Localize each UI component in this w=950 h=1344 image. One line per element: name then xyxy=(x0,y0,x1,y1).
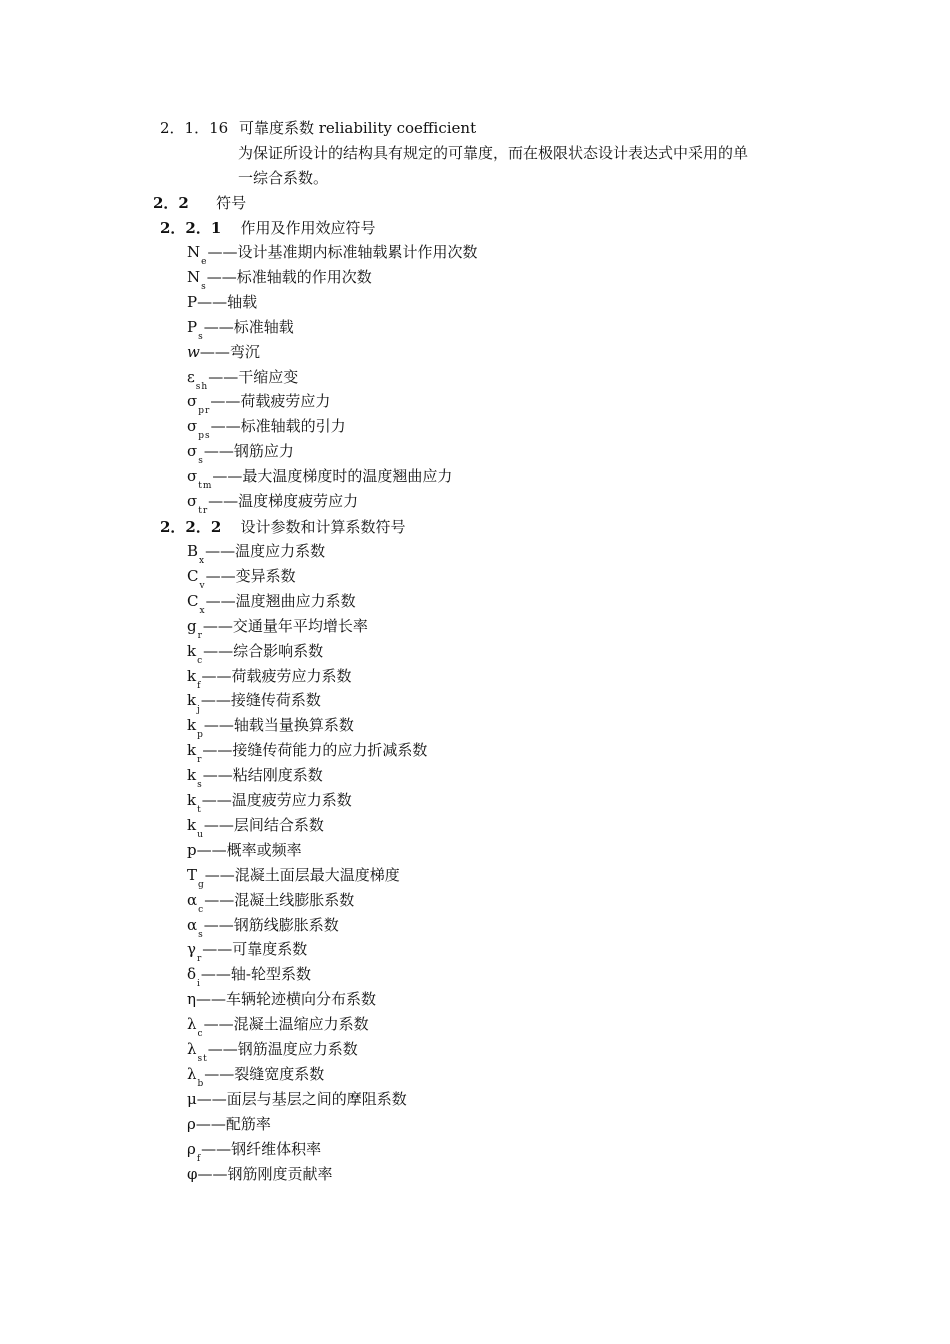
symbol xyxy=(187,890,204,913)
symbol-entry xyxy=(187,566,296,589)
symbol-main: k xyxy=(187,766,197,785)
subsection-title: 作用及作用效应符号 xyxy=(240,219,376,237)
symbol-entry xyxy=(187,865,400,888)
symbol-entry xyxy=(187,616,368,639)
section-2-2-heading xyxy=(153,193,246,213)
symbol-entry xyxy=(187,715,354,741)
symbol-subscript: s xyxy=(201,281,207,292)
symbol-subscript: s xyxy=(197,780,203,791)
symbol-main: k xyxy=(187,666,197,685)
symbol xyxy=(187,1114,196,1134)
symbol xyxy=(187,1064,204,1087)
symbol-entry xyxy=(187,242,477,265)
symbol-entry xyxy=(187,1014,369,1040)
symbol-entry xyxy=(187,989,376,1009)
symbol-main: σ xyxy=(187,442,198,461)
symbol-description: ——设计基准期内标准轴载累计作用次数 xyxy=(207,243,478,261)
symbol xyxy=(187,441,204,467)
symbol-subscript: j xyxy=(197,705,201,716)
symbol-description: ——接缝传荷系数 xyxy=(200,691,321,710)
symbol xyxy=(187,740,203,766)
symbol xyxy=(187,391,211,417)
symbol-main: σ xyxy=(187,492,198,510)
symbol-main: C xyxy=(187,566,199,585)
symbol-description: ——粘结刚度系数 xyxy=(202,766,323,785)
subsection-number: 2．2．1 xyxy=(160,219,222,237)
symbol-description: ——钢筋温度应力系数 xyxy=(207,1040,358,1058)
symbol-subscript: f xyxy=(197,680,202,691)
symbol-description: ——可靠度系数 xyxy=(202,940,308,959)
symbol xyxy=(187,815,204,838)
symbol-entry xyxy=(187,391,331,417)
symbol-main: N xyxy=(187,267,201,286)
symbol-description: ——轴-轮型系数 xyxy=(200,965,311,984)
symbol-subscript: x xyxy=(199,605,206,616)
symbol-entry xyxy=(187,915,339,938)
symbol-description: ——标准轴载的引力 xyxy=(210,417,346,436)
symbol xyxy=(187,641,203,664)
symbol-entry xyxy=(187,840,302,860)
symbol-description: ——钢筋应力 xyxy=(203,442,294,461)
symbol-entry xyxy=(187,815,324,838)
symbol-entry xyxy=(187,342,260,362)
symbol-subscript: tm xyxy=(198,481,213,492)
symbol xyxy=(187,566,206,589)
symbol xyxy=(187,765,203,791)
symbol-description: ——荷载疲劳应力系数 xyxy=(201,666,352,685)
symbol-main: k xyxy=(187,791,197,809)
symbol-entry xyxy=(187,1089,407,1109)
symbol-entry xyxy=(187,740,428,766)
symbol-subscript: c xyxy=(198,904,205,915)
clause-2-1-16-body-line2: 一综合系数。 xyxy=(238,169,329,187)
symbol-description: ——交通量年平均增长率 xyxy=(202,616,368,635)
symbol xyxy=(187,242,207,265)
symbol-entry xyxy=(187,1114,271,1134)
symbol-main: γ xyxy=(187,940,196,959)
symbol xyxy=(187,1164,198,1184)
symbol-description: ——车辆轮迹横向分布系数 xyxy=(196,990,377,1009)
symbol-main: λ xyxy=(187,1040,197,1058)
clause-number: 2．1．16 xyxy=(160,119,229,137)
symbol-description: ——最大温度梯度时的温度翘曲应力 xyxy=(212,467,453,486)
symbol-entry xyxy=(187,541,325,564)
symbol-main: α xyxy=(187,915,198,934)
section-number: 2．2 xyxy=(153,194,189,212)
symbol-description: ——温度应力系数 xyxy=(205,542,326,560)
symbol-entry xyxy=(187,1139,321,1162)
symbol-description: ——温度梯度疲劳应力 xyxy=(208,492,359,510)
symbol-entry xyxy=(187,416,346,442)
symbol-description: ——概率或频率 xyxy=(196,840,302,859)
symbol-subscript: e xyxy=(201,257,208,267)
symbol-description: ——综合影响系数 xyxy=(203,641,324,660)
symbol-subscript: t xyxy=(197,805,202,815)
symbol-entry xyxy=(187,317,294,340)
symbol xyxy=(187,690,201,716)
clause-2-1-16-heading xyxy=(160,118,476,138)
symbol-main: B xyxy=(187,542,199,560)
symbol-main: ρ xyxy=(187,1139,196,1158)
symbol-main: λ xyxy=(187,1064,197,1083)
symbol xyxy=(187,416,211,442)
symbol-description: ——弯沉 xyxy=(199,342,260,361)
symbol-description: ——混凝土温缩应力系数 xyxy=(203,1015,369,1034)
symbol-main: λ xyxy=(187,1015,197,1034)
symbol-entry xyxy=(187,267,372,290)
symbol xyxy=(187,989,196,1009)
symbol-description: ——钢筋线膨胀系数 xyxy=(203,915,339,934)
symbol xyxy=(187,541,205,564)
symbol xyxy=(187,466,213,492)
symbol-main: k xyxy=(187,691,197,710)
symbol xyxy=(187,1014,204,1040)
symbol-main: p xyxy=(187,840,197,859)
symbol-main: η xyxy=(187,990,196,1009)
symbol-subscript: ps xyxy=(198,431,211,442)
symbol-entry xyxy=(187,765,323,791)
symbol xyxy=(187,1039,208,1062)
symbol-entry xyxy=(187,1064,324,1087)
symbol-entry xyxy=(187,1164,333,1184)
symbol-description: ——钢筋刚度贡献率 xyxy=(197,1164,333,1183)
symbol-subscript: i xyxy=(197,979,201,990)
symbol-description: ——层间结合系数 xyxy=(203,815,324,834)
symbol-main: k xyxy=(187,815,197,834)
symbol-description: ——混凝土线膨胀系数 xyxy=(204,890,355,909)
symbol-main: φ xyxy=(187,1164,198,1183)
symbol xyxy=(187,342,200,362)
subsection-2-2-1-heading xyxy=(160,218,376,238)
symbol-entry xyxy=(187,964,311,990)
symbol xyxy=(187,317,204,340)
symbol-subscript: f xyxy=(196,1153,202,1164)
symbol-description: ——接缝传荷能力的应力折减系数 xyxy=(202,741,428,760)
symbol-description: ——轴载当量换算系数 xyxy=(203,716,354,735)
symbol-main: w xyxy=(187,342,200,361)
symbol-subscript: st xyxy=(197,1054,208,1064)
symbol xyxy=(187,964,201,990)
symbol-description: ——裂缝宽度系数 xyxy=(204,1064,325,1083)
symbol-description: ——标准轴载的作用次数 xyxy=(206,267,372,286)
symbol-entry xyxy=(187,641,323,664)
symbol-entry xyxy=(187,367,298,390)
symbol-description: ——钢纤维体积率 xyxy=(201,1139,322,1158)
symbol xyxy=(187,1139,201,1162)
symbol-description: ——混凝土面层最大温度梯度 xyxy=(204,865,400,884)
symbol-subscript: x xyxy=(199,556,206,566)
symbol-main: σ xyxy=(187,392,198,411)
symbol-entry xyxy=(187,292,257,312)
symbol-entry xyxy=(187,491,358,514)
subsection-number: 2．2．2 xyxy=(160,518,222,536)
symbol-entry xyxy=(187,441,294,467)
symbol-subscript: s xyxy=(198,456,204,467)
symbol-subscript: u xyxy=(197,829,204,840)
symbol-subscript: r xyxy=(197,630,203,641)
symbol-description: ——温度翘曲应力系数 xyxy=(205,591,356,610)
symbol-main: α xyxy=(187,890,198,909)
symbol xyxy=(187,616,203,639)
symbol-main: μ xyxy=(187,1089,197,1108)
symbol-entry xyxy=(187,939,308,965)
symbol-description: ——变异系数 xyxy=(205,566,296,585)
symbol xyxy=(187,267,207,290)
symbol-main: k xyxy=(187,741,197,760)
symbol-subscript: r xyxy=(196,954,203,965)
section-title: 符号 xyxy=(216,194,247,212)
symbol-main: P xyxy=(187,292,198,311)
subsection-2-2-2-heading xyxy=(160,517,406,537)
symbol-entry xyxy=(187,890,354,913)
symbol-main: g xyxy=(187,616,197,635)
symbol-subscript: s xyxy=(198,929,204,940)
symbol-entry xyxy=(187,690,321,716)
symbol-main: ρ xyxy=(187,1114,196,1133)
symbol-entry xyxy=(187,790,352,813)
symbol-subscript: r xyxy=(197,755,203,766)
symbol xyxy=(187,666,201,689)
symbol-subscript: c xyxy=(197,655,204,666)
symbol xyxy=(187,491,208,514)
symbol-description: ——荷载疲劳应力 xyxy=(210,392,331,411)
symbol-subscript: v xyxy=(199,580,206,591)
symbol-main: N xyxy=(187,243,201,261)
symbol xyxy=(187,715,204,741)
symbol xyxy=(187,367,208,390)
symbol-description: ——面层与基层之间的摩阻系数 xyxy=(196,1089,407,1108)
symbol-main: T xyxy=(187,865,198,884)
symbol-subscript: c xyxy=(197,1029,204,1040)
symbol xyxy=(187,591,206,614)
symbol-main: k xyxy=(187,716,197,735)
clause-2-1-16-body-line1: 为保证所设计的结构具有规定的可靠度，而在极限状态设计表达式中采用的单 xyxy=(238,144,749,162)
symbol-main: δ xyxy=(187,965,197,984)
symbol-subscript: tr xyxy=(198,506,209,516)
symbol-entry xyxy=(187,466,453,492)
symbol-description: ——配筋率 xyxy=(195,1114,271,1133)
clause-title: 可靠度系数 reliability coefficient xyxy=(238,119,477,137)
symbol-main: ε xyxy=(187,367,195,386)
symbol-description: ——轴载 xyxy=(197,292,258,311)
symbol-main: σ xyxy=(187,467,198,486)
symbol-entry xyxy=(187,666,351,689)
symbol xyxy=(187,1089,197,1109)
symbol-subscript: s xyxy=(198,331,204,342)
symbol xyxy=(187,865,205,888)
symbol-description: ——干缩应变 xyxy=(208,367,299,386)
symbol-subscript: p xyxy=(197,730,204,741)
symbol-subscript: g xyxy=(198,879,205,890)
symbol-description: ——温度疲劳应力系数 xyxy=(201,791,352,809)
symbol-subscript: pr xyxy=(198,406,211,417)
symbol xyxy=(187,915,204,938)
symbol xyxy=(187,840,197,860)
symbol-subscript: sh xyxy=(195,381,209,392)
symbol-main: C xyxy=(187,591,199,610)
symbol xyxy=(187,292,197,312)
symbol-entry xyxy=(187,591,356,614)
symbol-entry xyxy=(187,1039,358,1062)
symbol xyxy=(187,790,202,813)
symbol-description: ——标准轴载 xyxy=(203,317,294,336)
symbol-main: P xyxy=(187,317,198,336)
subsection-title: 设计参数和计算系数符号 xyxy=(240,518,406,536)
symbol-main: k xyxy=(187,641,197,660)
symbol-subscript: b xyxy=(197,1078,205,1089)
symbol-main: σ xyxy=(187,417,198,436)
symbol xyxy=(187,939,203,965)
